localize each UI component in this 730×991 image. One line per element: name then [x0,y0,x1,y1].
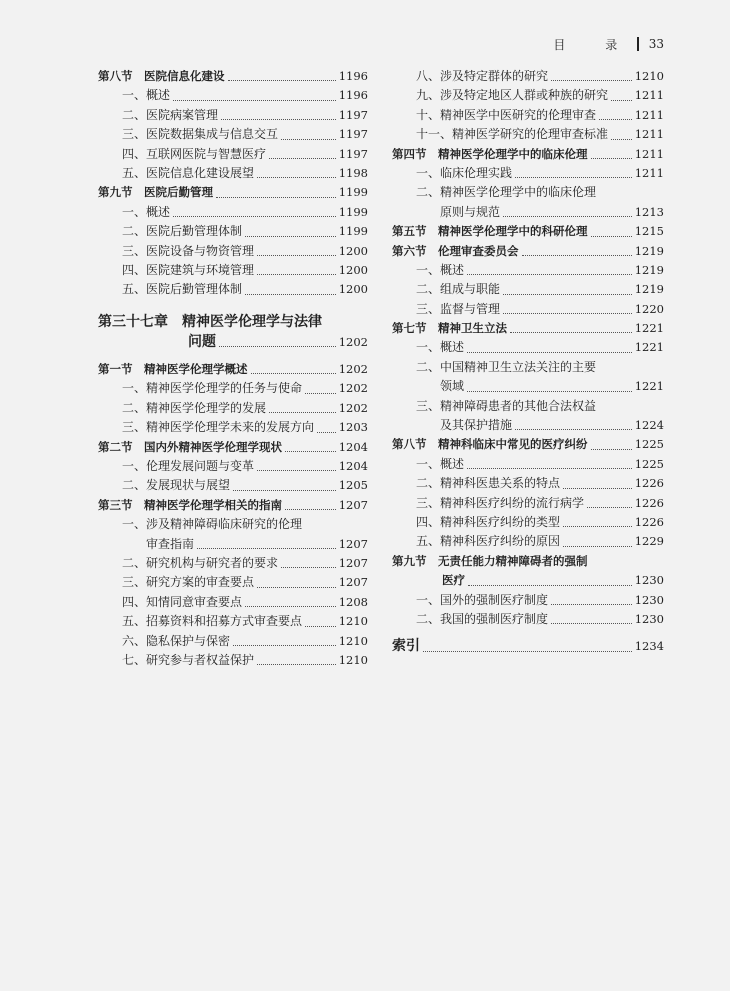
toc-index[interactable]: 索引 1234 [392,638,664,655]
toc-entry[interactable]: 三、监督与管理 1220 [416,301,664,316]
toc-entry[interactable]: 七、研究参与者权益保护 1210 [122,652,368,667]
toc-entry[interactable]: 一、概述 1219 [416,262,664,277]
toc-entry[interactable]: 十一、精神医学研究的伦理审查标准 1211 [416,127,664,142]
toc-entry[interactable]: 二、精神科医患关系的特点 1226 [416,476,664,491]
toc-entry[interactable]: 三、研究方案的审查要点 1207 [122,575,368,590]
toc-entry[interactable]: 四、互联网医院与智慧医疗 1197 [122,146,368,161]
toc-entry[interactable]: 二、我国的强制医疗制度 1230 [416,611,664,626]
toc-entry[interactable]: 三、精神障碍患者的其他合法权益 [416,398,597,413]
toc-column-left [98,67,368,670]
toc-section[interactable]: 第六节 伦理审查委员会 1219 [392,243,664,258]
toc-entry[interactable]: 一、国外的强制医疗制度 1230 [416,592,664,607]
toc-entry[interactable]: 二、研究机构与研究者的要求 1207 [122,555,368,570]
toc-entry[interactable]: 二、精神医学伦理学中的临床伦理 [416,185,597,200]
toc-entry[interactable]: 三、医院设备与物资管理 1200 [122,243,368,258]
toc-entry[interactable]: 六、隐私保护与保密 1210 [122,633,368,648]
toc-entry[interactable]: 九、涉及特定地区人群或种族的研究 1211 [416,88,664,103]
toc-entry-continuation[interactable]: 及其保护措施 1224 [440,418,664,433]
toc-chapter[interactable]: 问题 1202 [188,333,368,350]
toc-entry[interactable]: 一、概述 1199 [122,204,368,219]
toc-entry[interactable]: 四、精神科医疗纠纷的类型 1226 [416,514,664,529]
toc-section[interactable]: 第八节 医院信息化建设 1196 [98,68,368,83]
toc-entry[interactable]: 一、概述 1225 [416,456,664,471]
toc-entry[interactable]: 二、组成与职能 1219 [416,282,664,297]
toc-column-right [392,67,664,657]
toc-entry[interactable]: 二、中国精神卫生立法关注的主要 [416,359,597,374]
toc-section[interactable]: 第七节 精神卫生立法 1221 [392,321,664,336]
toc-section[interactable]: 第二节 国内外精神医学伦理学现状 1204 [98,439,368,454]
toc-entry[interactable]: 五、招募资料和招募方式审查要点 1210 [122,614,368,629]
page-header [553,36,664,52]
toc-section[interactable]: 第九节 无责任能力精神障碍者的强制 [392,553,588,568]
page-number: 33 [648,37,664,51]
toc-entry[interactable]: 一、伦理发展问题与变革 1204 [122,459,368,474]
toc-entry[interactable]: 五、精神科医疗纠纷的原因 1229 [416,534,664,549]
toc-entry[interactable]: 一、涉及精神障碍临床研究的伦理 [122,517,303,532]
toc-entry[interactable]: 四、医院建筑与环境管理 1200 [122,262,368,277]
toc-section[interactable]: 第九节 医院后勤管理 1199 [98,185,368,200]
toc-chapter-title[interactable]: 第三十七章 精神医学伦理学与法律 [98,313,322,330]
toc-entry[interactable]: 三、精神医学伦理学未来的发展方向 1203 [122,420,368,435]
toc-entry[interactable]: 二、医院病案管理 1197 [122,107,368,122]
toc-entry[interactable]: 二、发展现状与展望 1205 [122,478,368,493]
toc-section[interactable]: 第三节 精神医学伦理学相关的指南 1207 [98,497,368,512]
toc-entry[interactable]: 一、临床伦理实践 1211 [416,165,664,180]
toc-entry-continuation[interactable]: 领域 1221 [440,379,664,394]
toc-section[interactable]: 第五节 精神医学伦理学中的科研伦理 1215 [392,224,664,239]
toc-section[interactable]: 第四节 精神医学伦理学中的临床伦理 1211 [392,146,664,161]
toc-entry[interactable]: 四、知情同意审查要点 1208 [122,594,368,609]
toc-entry[interactable]: 五、医院后勤管理体制 1200 [122,282,368,297]
toc-section-continuation[interactable]: 医疗 1230 [442,573,664,588]
toc-entry[interactable]: 一、概述 1196 [122,88,368,103]
toc-entry[interactable]: 二、医院后勤管理体制 1199 [122,224,368,239]
header-divider [637,37,639,51]
toc-entry[interactable]: 一、概述 1221 [416,340,664,355]
toc-entry[interactable]: 五、医院信息化建设展望 1198 [122,165,368,180]
toc-entry[interactable]: 三、医院数据集成与信息交互 1197 [122,127,368,142]
toc-entry-continuation[interactable]: 审查指南 1207 [146,536,368,551]
toc-section[interactable]: 第一节 精神医学伦理学概述 1202 [98,362,368,377]
toc-entry[interactable]: 二、精神医学伦理学的发展 1202 [122,400,368,415]
toc-entry[interactable]: 十、精神医学中医研究的伦理审查 1211 [416,107,664,122]
toc-section[interactable]: 第八节 精神科临床中常见的医疗纠纷 1225 [392,437,664,452]
toc-entry[interactable]: 三、精神科医疗纠纷的流行病学 1226 [416,495,664,510]
header-title: 目 录 [553,37,636,52]
toc-entry[interactable]: 八、涉及特定群体的研究 1210 [416,68,664,83]
toc-entry-continuation[interactable]: 原则与规范 1213 [440,204,664,219]
toc-entry[interactable]: 一、精神医学伦理学的任务与使命 1202 [122,381,368,396]
